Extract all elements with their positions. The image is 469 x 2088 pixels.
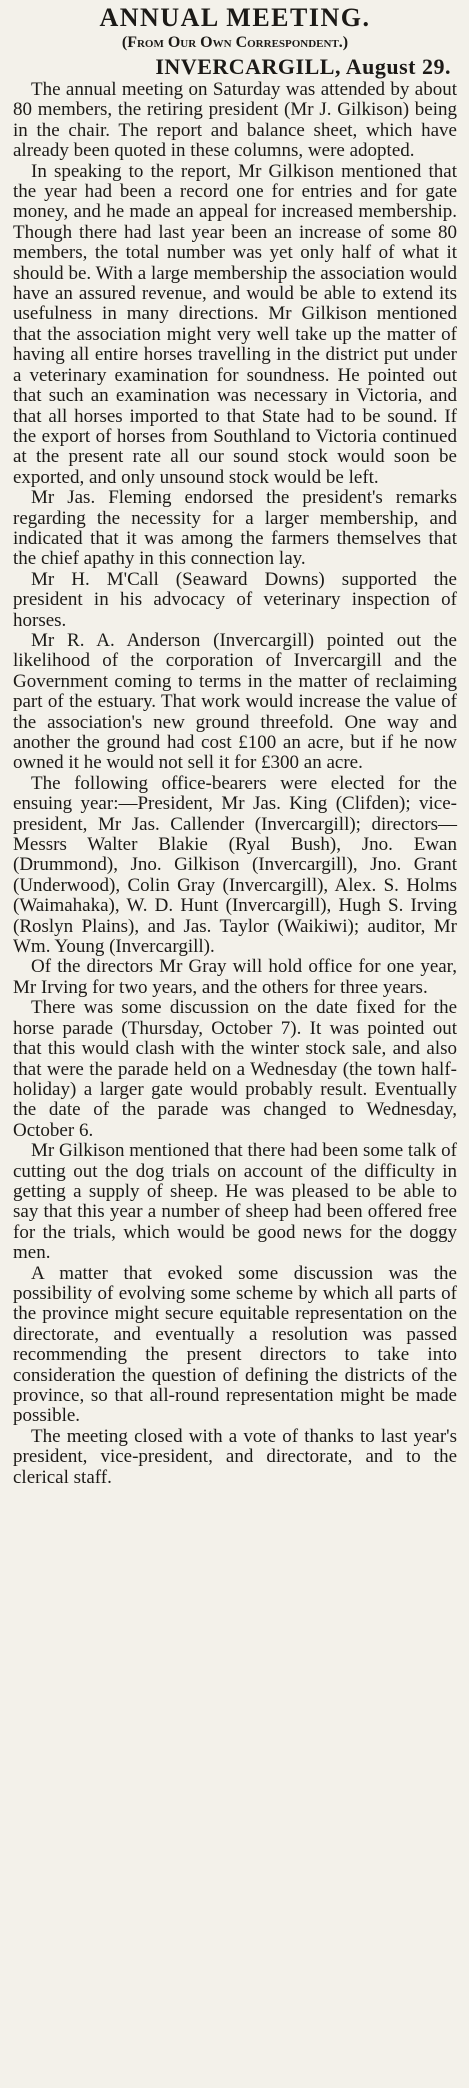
paragraph-1: The annual meeting on Saturday was attended by about 80 members, the retiring president (Mr J. Gilkison) being in the chair. The report and balance sheet, which have already been quoted in these columns, were adopted.: [13, 79, 457, 162]
paragraph-5: Mr R. A. Anderson (Invercargill) pointed out the likelihood of the corporation of Invercargill and the Government coming to terms in the matter of reclaiming part of the estuary. That work would increase the value of the association's new ground threefold. One way and another the ground had cost £100 an acre, but if he now owned it he would not sell it for £300 an acre.: [13, 629, 457, 774]
paragraph-6: The following office-bearers were elected for the ensuing year:—President, Mr Jas. King (Clifden); vice-president, Mr Jas. Callender (Invercargill); directors—Messrs Walter Blakie (Ryal Bush), Jno. Ewan (Drummond), Jno. Gilkison (Invercargill), Jno. Grant (Underwood), Colin Gray (Invercargill), Alex. S. Holms (Waimahaka), W. D. Hunt (Invercargill), Hugh S. Irving (Roslyn Plains), and Jas. Taylor (Waikiwi); auditor, Mr Wm. Young (Invercargill).: [13, 772, 457, 958]
paragraph-2: In speaking to the report, Mr Gilkison mentioned that the year had been a record one for entries and for gate money, and he made an appeal for increased membership. Though there had last year been an increase of some 80 members, the total number was yet only half of what it should be. With a large membership the association would have an assured revenue, and would be able to extend its usefulness in many directions. Mr Gilkison mentioned that the association might very well take up the matter of having all entire horses travelling in the district put under a veterinary examination for soundness. He pointed out that such an examination was necessary in Victoria, and that all horses imported to that State had to be sound. If the export of horses from Southland to Victoria continued at the present rate all our sound stock would soon be exported, and only unsound stock would be left.: [13, 160, 457, 488]
paragraph-11: The meeting closed with a vote of thanks to last year's president, vice-president, and directorate, and to the clerical staff.: [13, 1425, 457, 1488]
paragraph-9: Mr Gilkison mentioned that there had been some talk of cutting out the dog trials on account of the difficulty in getting a supply of sheep. He was pleased to be able to say that this year a number of sheep had been offered free for the trials, which would be good news for the doggy men.: [13, 1140, 457, 1264]
correspondent-credit: (From Our Own Correspondent.): [121, 34, 349, 51]
paragraph-7: Of the directors Mr Gray will hold office for one year, Mr Irving for two years, and the others for three years.: [13, 956, 457, 998]
paragraph-8: There was some discussion on the date fixed for the horse parade (Thursday, October 7). It was pointed out that this would clash with the winter stock sale, and also that were the parade held on a Wednesday (the town half-holiday) a larger gate would probably result. Eventually the date of the parade was changed to Wednesday, October 6.: [13, 997, 457, 1141]
paragraph-4: Mr H. M'Call (Seaward Downs) supported the president in his advocacy of veterinary inspection of horses.: [13, 568, 457, 631]
dateline: INVERCARGILL, August 29.: [155, 54, 451, 79]
headline: ANNUAL MEETING.: [99, 3, 371, 32]
paragraph-3: Mr Jas. Fleming endorsed the president's remarks regarding the necessity for a larger membership, and indicated that it was among the farmers themselves that the chief apathy in this connection lay.: [13, 487, 457, 570]
paragraph-10: A matter that evoked some discussion was the possibility of evolving some scheme by which all parts of the province might secure equitable representation on the directorate, and eventually a resolution was passed recommending the present directors to take into consideration the question of defining the districts of the province, so that all-round representation might be made possible.: [13, 1262, 457, 1427]
article-body: [13, 80, 457, 1488]
